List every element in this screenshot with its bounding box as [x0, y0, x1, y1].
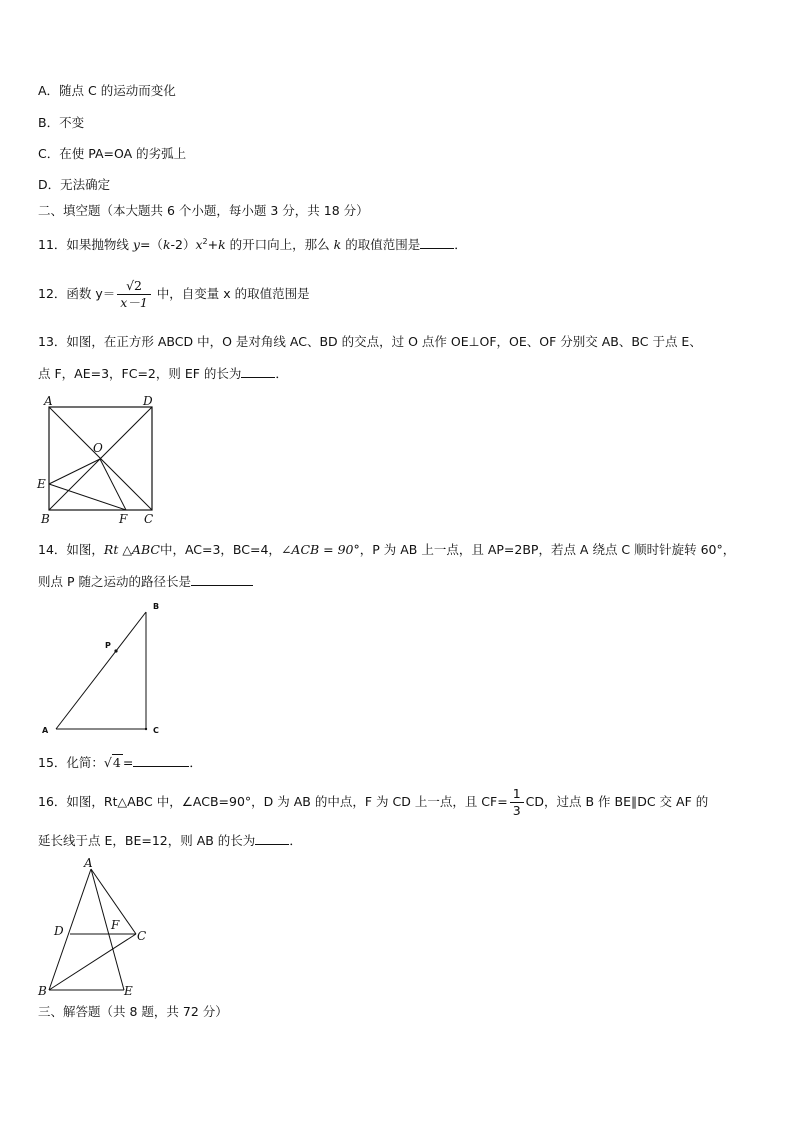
q13-segment-oe	[49, 459, 100, 484]
q14-label-c: C	[153, 726, 159, 735]
q16-line1-post: CD，过点 B 作 BE∥DC 交 AF 的	[525, 794, 709, 809]
option-d: D．无法确定	[38, 177, 111, 192]
q15-radical-sign: √	[103, 755, 112, 770]
q16-line1-pre: 16．如图，Rt△ABC 中，∠ACB=90°，D 为 AB 的中点，F 为 CD 上一点，且 CF=	[38, 794, 508, 809]
q14-line1-post: ，P 为 AB 上一点，且 AP=2BP，若点 A 绕点 C 顺时针旋转 60°，	[359, 542, 736, 557]
q11-end: ．	[454, 237, 467, 253]
q14-angle-label: ∠ACB = 90°	[280, 542, 360, 557]
question-11	[38, 233, 467, 254]
q11-expr-k2: k	[218, 237, 226, 253]
q16-answer-blank[interactable]	[255, 831, 289, 845]
q13-label-d: D	[143, 394, 153, 408]
q15-eq: =	[122, 755, 134, 770]
question-13-line-1: 13．如图，在正方形 ABCD 中，O 是对角线 AC、BD 的交点，过 O 点作 OE⊥OF，OE、OF 分别交 AB、BC 于点 E、	[38, 334, 702, 349]
q13-label-c: C	[144, 512, 154, 526]
q14-line1-mid: 中，AC=3，BC=4，	[159, 542, 281, 557]
section-3-header: 三、解答题（共 8 题，共 72 分）	[38, 1004, 228, 1019]
q16-frac-den: 3	[512, 803, 521, 818]
q14-rt-label: Rt △ABC	[103, 542, 160, 557]
q15-answer-blank[interactable]	[133, 753, 189, 767]
q16-label-e: E	[124, 984, 133, 998]
q12-prefix: 12．函数 y＝	[38, 286, 116, 301]
q11-expr-eq: =（	[139, 237, 163, 253]
question-14-line-2	[38, 572, 253, 591]
q14-triangle-figure	[36, 598, 166, 740]
q11-k: k	[333, 237, 342, 253]
q13-square-figure	[36, 392, 166, 526]
q14-line2: 则点 P 随之运动的路径长是	[38, 574, 191, 589]
question-13-line-2	[38, 364, 288, 383]
q14-side-ab	[56, 612, 146, 729]
q13-line2-end: ．	[275, 366, 288, 381]
question-15	[38, 753, 202, 772]
question-14-line-1	[38, 541, 735, 559]
q16-fraction	[510, 786, 524, 819]
question-12	[38, 276, 310, 312]
q16-label-a: A	[84, 856, 93, 870]
q14-label-p: P	[105, 641, 111, 650]
q15-prefix: 15．化简：	[38, 755, 104, 770]
q16-frac-num: 1	[510, 786, 524, 803]
q14-label-b: B	[153, 602, 160, 611]
q11-expr-x: x	[195, 237, 203, 253]
q16-line2-end: ．	[289, 833, 302, 848]
q12-denominator: x－1	[120, 295, 148, 310]
question-16-line-2	[38, 831, 302, 850]
q15-end: ．	[189, 755, 202, 770]
q16-label-f: F	[111, 918, 120, 932]
q11-expr-sup: 2	[202, 237, 208, 246]
q11-suffix: 的取值范围是	[341, 237, 421, 253]
option-a: A．随点 C 的运动而变化	[38, 83, 176, 98]
q13-answer-blank[interactable]	[241, 364, 275, 378]
q11-middle: 的开口向上，那么	[225, 237, 334, 253]
q16-label-d: D	[54, 924, 64, 938]
q16-label-c: C	[137, 929, 147, 943]
q11-prefix: 11．如果抛物线	[38, 237, 133, 253]
q12-numerator: √2	[117, 278, 151, 295]
q14-point-p	[114, 649, 117, 652]
q11-expr-mid: -2）	[170, 237, 196, 253]
q14-answer-blank[interactable]	[191, 572, 253, 586]
q11-answer-blank[interactable]	[420, 235, 454, 249]
q16-side-bc	[49, 934, 136, 990]
q11-expr-y: y	[132, 237, 140, 253]
q11-expr-plus: +	[207, 237, 219, 253]
q13-label-b: B	[41, 512, 50, 526]
q12-suffix: 中，自变量 x 的取值范围是	[152, 286, 310, 301]
q14-line1-pre: 14．如图，	[38, 542, 104, 557]
q14-point-c	[145, 728, 147, 730]
q11-expr-k: k	[162, 237, 171, 253]
q13-line2-pre: 点 F，AE=3，FC=2，则 EF 的长为	[38, 366, 242, 381]
q13-label-a: A	[44, 394, 53, 408]
q14-label-a: A	[42, 726, 49, 735]
question-16-line-1	[38, 784, 708, 820]
q12-fraction	[117, 278, 151, 311]
q15-radicand: 4	[112, 755, 121, 770]
q13-label-f: F	[119, 512, 128, 526]
option-c: C．在使 PA=OA 的劣弧上	[38, 146, 187, 161]
q16-line2-pre: 延长线于点 E，BE=12，则 AB 的长为	[38, 833, 256, 848]
q13-label-o: O	[93, 441, 103, 455]
section-2-header: 二、填空题（本大题共 6 个小题，每小题 3 分，共 18 分）	[38, 203, 369, 218]
q13-label-e: E	[37, 477, 46, 491]
q16-label-b: B	[38, 984, 47, 998]
q16-triangle-figure	[36, 854, 156, 1000]
option-b: B．不变	[38, 115, 85, 130]
